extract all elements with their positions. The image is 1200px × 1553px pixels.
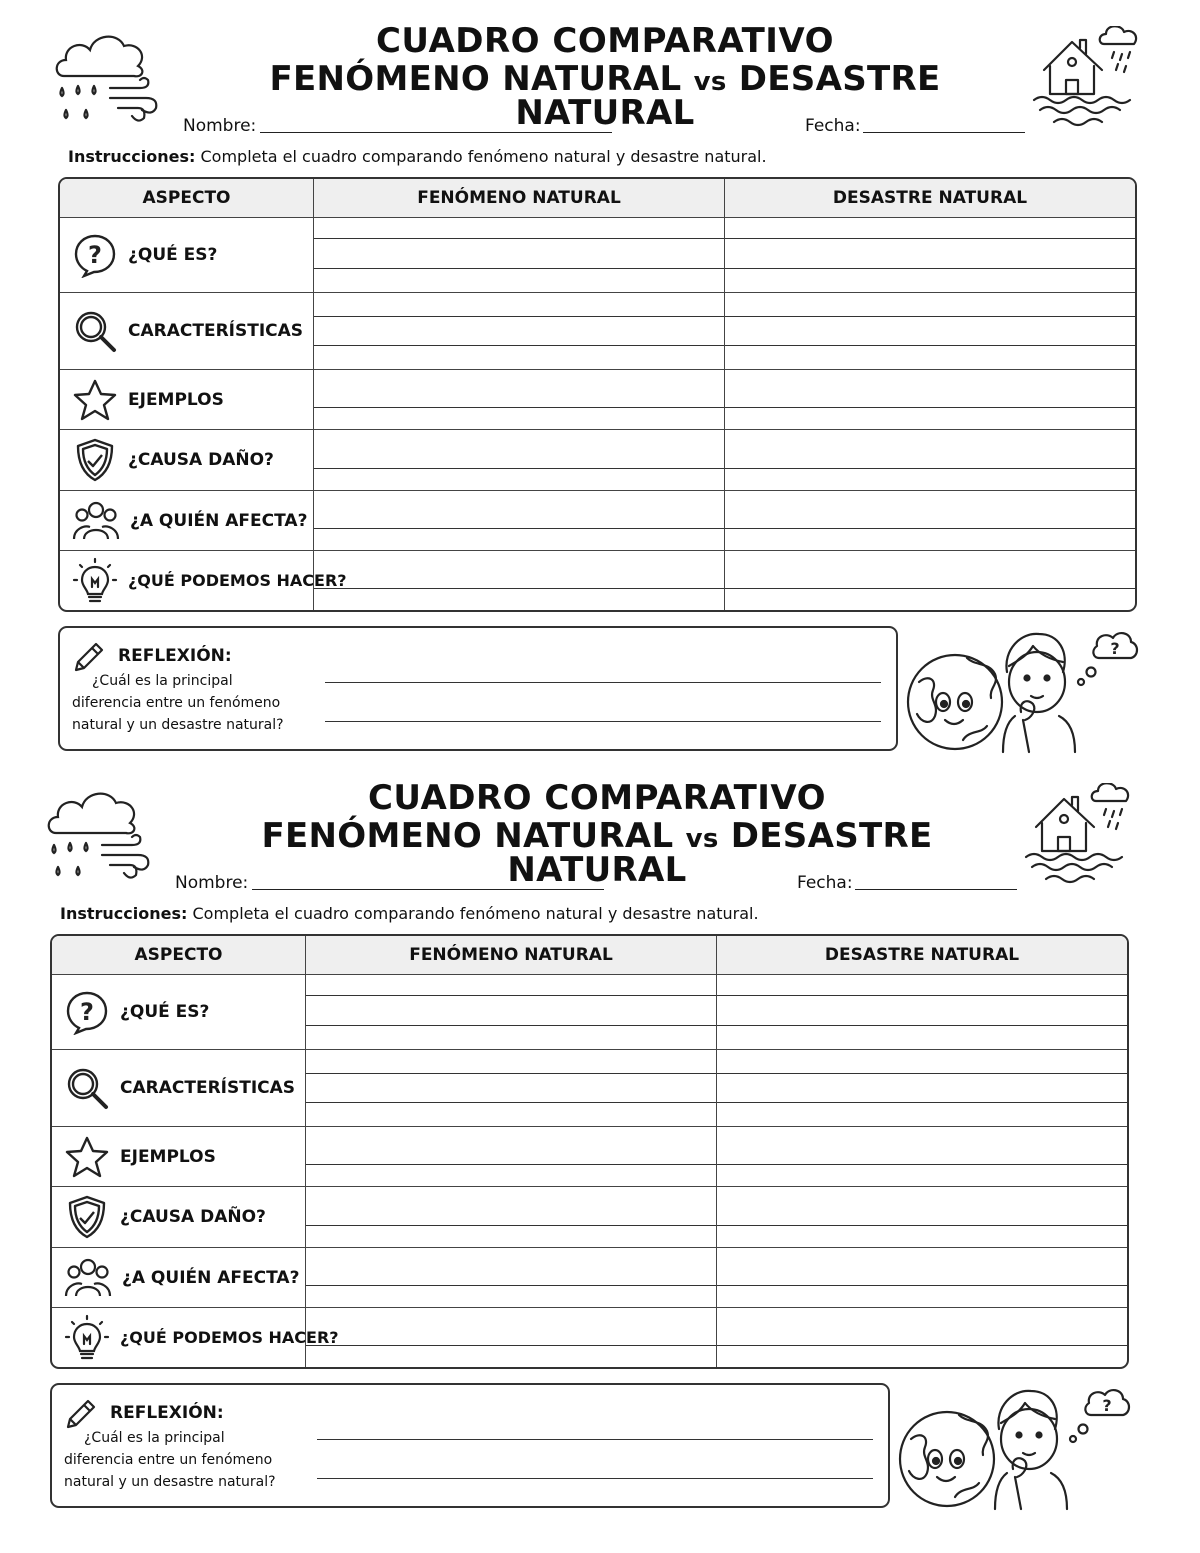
answer-line[interactable] [314,345,724,346]
magnifier-icon [72,308,118,354]
answer-line[interactable] [717,1025,1127,1026]
magnifier-icon [64,1065,110,1111]
earth-icon [908,655,1002,749]
row-label: EJEMPLOS [128,389,224,410]
answer-line[interactable] [306,1164,716,1165]
reflexion-question-line-2: diferencia entre un fenómeno [72,695,281,711]
answer-line[interactable] [306,1285,716,1286]
answer-line[interactable] [725,268,1135,269]
header-desastre: DESASTRE NATURAL [725,179,1135,218]
reflexion-answer-line[interactable] [325,721,881,722]
answer-line[interactable] [314,407,724,408]
flooded-house-icon [1022,783,1137,895]
row-label: ¿QUÉ ES? [128,245,218,265]
table-row [60,491,1135,551]
answer-line[interactable] [725,528,1135,529]
row-label: EJEMPLOS [120,1146,216,1167]
reflexion-question [64,1427,304,1493]
fecha-label: Fecha: [805,116,861,136]
answer-line[interactable] [725,345,1135,346]
reflexion-question-line-2: diferencia entre un fenómeno [64,1452,273,1468]
svg-text:?: ? [1102,1396,1112,1415]
answer-line[interactable] [306,995,716,996]
row-label: CARACTERÍSTICAS [120,1078,296,1098]
answer-line[interactable] [314,316,724,317]
table-row [60,370,1135,430]
instructions-text: Completa el cuadro comparando fenómeno natural y desastre natural. [187,904,759,923]
thinking-child-icon [1003,633,1137,752]
answer-line[interactable] [725,238,1135,239]
answer-line[interactable] [314,238,724,239]
pencil-icon [72,640,106,674]
table-row [52,1248,1127,1308]
header-aspecto: ASPECTO [52,936,306,975]
answer-line[interactable] [306,1025,716,1026]
star-icon [64,1135,110,1179]
title-desastre: DESASTRE NATURAL [507,816,933,890]
answer-line[interactable] [725,468,1135,469]
rain-cloud-icon [44,783,154,893]
title-line-1: CUADRO COMPARATIVO [367,778,827,818]
answer-line[interactable] [717,1164,1127,1165]
table-row [52,1308,1127,1367]
answer-line[interactable] [725,407,1135,408]
reflexion-answer-line[interactable] [317,1439,873,1440]
title-fenomeno: FENÓMENO NATURAL [261,816,674,856]
answer-line[interactable] [314,268,724,269]
row-label: CARACTERÍSTICAS [128,321,304,341]
reflexion-question-line-1: ¿Cuál es la principal [84,1430,225,1446]
table-row [60,551,1135,610]
fecha-field[interactable] [863,132,1025,133]
row-label: ¿CAUSA DAÑO? [120,1207,266,1227]
title-line-2 [200,59,1010,133]
title-vs: vs [685,824,719,854]
nombre-label: Nombre: [175,873,249,893]
reflexion-answer-line[interactable] [317,1478,873,1479]
answer-line[interactable] [306,1102,716,1103]
instructions-label: Instrucciones: [60,904,188,923]
answer-line[interactable] [717,1073,1127,1074]
reflexion-question-line-1: ¿Cuál es la principal [92,673,233,689]
fecha-label: Fecha: [797,873,853,893]
row-label: ¿A QUIÉN AFECTA? [130,510,308,531]
shield-icon [64,1194,110,1240]
reflexion-box [58,626,898,751]
thinking-child-icon [995,1390,1129,1509]
worksheet-top [0,0,1200,760]
question-bubble-icon [72,232,118,278]
nombre-label: Nombre: [183,116,257,136]
row-label: ¿A QUIÉN AFECTA? [122,1267,300,1288]
table-row [52,975,1127,1050]
answer-line[interactable] [306,1225,716,1226]
reflexion-title: REFLEXIÓN: [110,1403,224,1423]
lightbulb-icon [72,557,118,605]
people-icon [64,1256,112,1300]
title-line-2 [192,816,1002,890]
table-row [52,1127,1127,1187]
people-icon [72,499,120,543]
table-row [60,293,1135,370]
flooded-house-icon [1030,26,1145,138]
table-header-row [60,179,1135,218]
nombre-field[interactable] [252,889,604,890]
instructions-text: Completa el cuadro comparando fenómeno natural y desastre natural. [195,147,767,166]
row-label: ¿QUÉ ES? [120,1002,210,1022]
answer-line[interactable] [717,1102,1127,1103]
worksheet-bottom [0,757,1192,1517]
svg-text:?: ? [1110,639,1120,658]
reflexion-question-line-3: natural y un desastre natural? [72,717,284,733]
title-vs: vs [693,67,727,97]
row-label: ¿QUÉ PODEMOS HACER? [128,571,347,590]
title-line-1: CUADRO COMPARATIVO [375,21,835,61]
rain-cloud-icon [52,26,162,136]
header-fenomeno: FENÓMENO NATURAL [306,936,717,975]
reflexion-title: REFLEXIÓN: [118,646,232,666]
answer-line[interactable] [314,528,724,529]
reflexion-question-line-3: natural y un desastre natural? [64,1474,276,1490]
earth-and-child-illustration [903,622,1143,758]
answer-line[interactable] [306,1345,716,1346]
row-label: ¿QUÉ PODEMOS HACER? [120,1328,339,1347]
header-fenomeno: FENÓMENO NATURAL [314,179,725,218]
row-label: ¿CAUSA DAÑO? [128,450,274,470]
answer-line[interactable] [717,1345,1127,1346]
answer-line[interactable] [306,1073,716,1074]
table-row [60,430,1135,491]
table-header-row [52,936,1127,975]
instructions [68,147,767,166]
reflexion-box [50,1383,890,1508]
header-aspecto: ASPECTO [60,179,314,218]
table-row [52,1187,1127,1248]
svg-text:?: ? [88,241,102,269]
answer-line[interactable] [314,468,724,469]
comparison-table [58,177,1137,612]
lightbulb-icon [64,1314,110,1362]
header-desastre: DESASTRE NATURAL [717,936,1127,975]
table-row [52,1050,1127,1127]
question-bubble-icon [64,989,110,1035]
answer-line[interactable] [314,588,724,589]
earth-icon [900,1412,994,1506]
title-desastre: DESASTRE NATURAL [515,59,941,133]
instructions-label: Instrucciones: [68,147,196,166]
shield-icon [72,437,118,483]
answer-line[interactable] [717,1285,1127,1286]
nombre-field[interactable] [260,132,612,133]
reflexion-question [72,670,312,736]
fecha-field[interactable] [855,889,1017,890]
answer-line[interactable] [717,1225,1127,1226]
reflexion-answer-line[interactable] [325,682,881,683]
answer-line[interactable] [717,995,1127,996]
earth-and-child-illustration [895,1379,1135,1515]
answer-line[interactable] [725,316,1135,317]
table-row [60,218,1135,293]
title-fenomeno: FENÓMENO NATURAL [269,59,682,99]
instructions [60,904,759,923]
pencil-icon [64,1397,98,1431]
svg-text:?: ? [80,998,94,1026]
star-icon [72,378,118,422]
comparison-table [50,934,1129,1369]
answer-line[interactable] [725,588,1135,589]
